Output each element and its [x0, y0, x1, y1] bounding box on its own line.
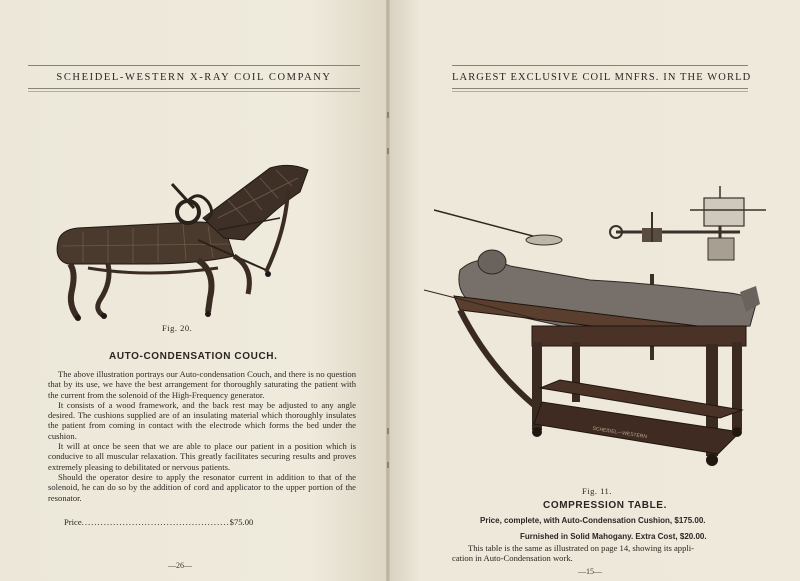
header-rule-bottom-thin	[28, 91, 360, 92]
right-price-line: Price, complete, with Auto-Condensation Cushion, $175.00.	[480, 516, 706, 525]
right-running-head: LARGEST EXCLUSIVE COIL MNFRS. IN THE WORLD	[452, 72, 752, 83]
paragraph: It will at once be seen that we are able to place our patient in a position which is conducive to all muscular relaxation. This greatly facilitates securing results and proves extremely pleasing to debilitated or nervous patients.	[48, 441, 356, 472]
right-section-title: COMPRESSION TABLE.	[543, 500, 667, 511]
paragraph: It consists of a wood framework, and the back rest may be adjusted to any angle desired. The cushions supplied are of an insulating material which thoroughly insulates the patient from coming in contact with the electrode which forms the bed under the cushion.	[48, 399, 356, 441]
price-leader: ...............................................	[81, 517, 230, 527]
right-mahogany-line: Furnished in Solid Mahogany. Extra Cost, $20.00.	[520, 532, 707, 541]
left-page-number: —26—	[168, 561, 192, 570]
right-figure-label: Fig. 11.	[582, 486, 612, 496]
right-note-line-2: cation in Auto-Condensation work.	[452, 553, 573, 563]
header-rule-bottom	[28, 88, 360, 89]
paragraph: The above illustration portrays our Auto-condensation Couch, and there is no question that by its use, we have the best arrangement for thoroughly saturating the patient with the current from the solenoid of the High-Frequency generator.	[48, 369, 356, 400]
right-note-line-1: This table is the same as illustrated on page 14, showing its appli-	[468, 543, 695, 553]
auto-condensation-couch-illustration	[48, 160, 318, 325]
gutter-stitch	[387, 112, 389, 118]
price-label: Price	[64, 517, 82, 527]
price-value: $75.00	[229, 517, 254, 527]
header-rule-top	[452, 65, 748, 66]
left-section-title: AUTO-CONDENSATION COUCH.	[109, 351, 278, 362]
book-gutter	[386, 0, 390, 581]
header-rule-bottom	[452, 88, 748, 89]
paragraph: Should the operator desire to apply the resonator current in addition to that of the solenoid, he can do so by the addition of cord and applicator to the upper portion of the resonator.	[48, 471, 356, 503]
header-rule-bottom-thin	[452, 91, 748, 92]
table-plate-text: SCHEIDEL—WESTERN	[592, 425, 648, 441]
left-price-line	[64, 517, 253, 527]
left-figure-label: Fig. 20.	[162, 323, 193, 333]
left-running-head: SCHEIDEL-WESTERN X-RAY COIL COMPANY	[56, 72, 332, 83]
gutter-stitch	[387, 148, 389, 154]
gutter-stitch	[387, 428, 389, 434]
left-body-text	[48, 369, 356, 503]
header-rule-top	[28, 65, 360, 66]
gutter-stitch	[387, 462, 389, 468]
right-page-number: —15—	[578, 567, 602, 576]
compression-table-illustration	[420, 180, 780, 480]
